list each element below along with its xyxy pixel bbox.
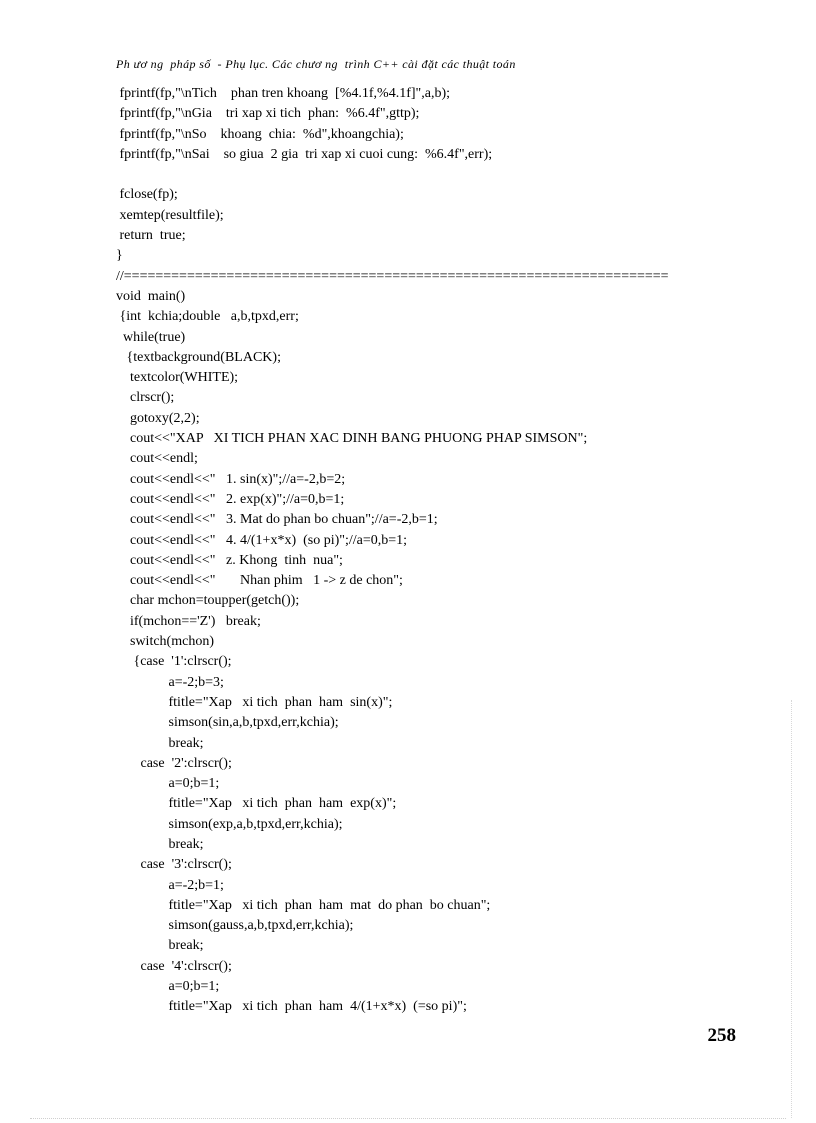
code-line: cout<<endl<<" z. Khong tinh nua"; — [116, 552, 343, 568]
code-line: ftitle="Xap xi tich phan ham exp(x)"; — [116, 796, 397, 812]
code-line: simson(gauss,a,b,tpxd,err,kchia); — [116, 918, 354, 934]
code-line — [116, 165, 669, 185]
code-line: fprintf(fp,"\nTich phan tren khoang [%4.1f,%4.1f]",a,b); — [116, 86, 451, 101]
code-line: break; — [116, 836, 204, 852]
code-line: case '2':clrscr(); — [116, 755, 232, 771]
code-line: fprintf(fp,"\nSai so giua 2 gia tri xap xi cuoi cung: %6.4f",err); — [116, 146, 493, 162]
code-line: ftitle="Xap xi tich phan ham sin(x)"; — [116, 694, 393, 710]
code-line: cout<<endl<<" 2. exp(x)";//a=0,b=1; — [116, 491, 345, 507]
code-line: a=-2;b=1; — [116, 877, 224, 893]
code-line: switch(mchon) — [116, 634, 214, 650]
code-line: clrscr(); — [116, 390, 175, 406]
code-line: cout<<endl<<" Nhan phim 1 -> z de chon"; — [116, 573, 403, 589]
code-line: while(true) — [116, 329, 186, 345]
page-header: Ph ươ ng pháp số - Phụ lục. Các chươ ng trình C++ cài đặt các thuật toán — [116, 57, 516, 71]
code-line: cout<<"XAP XI TICH PHAN XAC DINH BANG PHUONG PHAP SIMSON"; — [116, 431, 588, 447]
code-line: case '3':clrscr(); — [116, 857, 232, 873]
code-line: fprintf(fp,"\nSo khoang chia: %d",khoangchia); — [116, 126, 404, 142]
code-line: cout<<endl<<" 1. sin(x)";//a=-2,b=2; — [116, 471, 346, 487]
code-line: return true; — [116, 228, 186, 244]
code-line: void main() — [116, 288, 186, 304]
code-line: if(mchon=='Z') break; — [116, 613, 261, 629]
code-line: ftitle="Xap xi tich phan ham 4/(1+x*x) (=so pi)"; — [116, 999, 467, 1015]
code-listing — [116, 84, 669, 1018]
code-line: {textbackground(BLACK); — [116, 349, 281, 365]
code-line: cout<<endl<<" 4. 4/(1+x*x) (so pi)";//a=0,b=1; — [116, 532, 408, 548]
code-line: simson(exp,a,b,tpxd,err,kchia); — [116, 816, 343, 832]
code-line: a=0;b=1; — [116, 979, 220, 995]
code-line: fclose(fp); — [116, 187, 178, 203]
code-line: char mchon=toupper(getch()); — [116, 593, 300, 609]
code-line: xemtep(resultfile); — [116, 207, 224, 223]
code-line: {case '1':clrscr(); — [116, 654, 232, 670]
code-line: break; — [116, 938, 204, 954]
code-line: simson(sin,a,b,tpxd,err,kchia); — [116, 715, 339, 731]
bottom-rule — [30, 1118, 786, 1119]
code-line: //===================================================================== — [116, 268, 669, 284]
page-number: 258 — [707, 1025, 736, 1046]
code-line: cout<<endl; — [116, 451, 198, 467]
code-line: break; — [116, 735, 204, 751]
code-line: } — [116, 248, 123, 264]
code-line: textcolor(WHITE); — [116, 370, 239, 386]
code-line: gotoxy(2,2); — [116, 410, 200, 426]
code-line: a=-2;b=3; — [116, 674, 224, 690]
code-line: ftitle="Xap xi tich phan ham mat do phan bo chuan"; — [116, 897, 491, 913]
code-line: fprintf(fp,"\nGia tri xap xi tich phan: %6.4f",gttp); — [116, 106, 420, 122]
code-line: {int kchia;double a,b,tpxd,err; — [116, 309, 299, 325]
side-rule — [791, 700, 792, 1118]
code-line: case '4':clrscr(); — [116, 958, 232, 974]
code-line: cout<<endl<<" 3. Mat do phan bo chuan";//a=-2,b=1; — [116, 512, 438, 528]
code-line: a=0;b=1; — [116, 776, 220, 792]
